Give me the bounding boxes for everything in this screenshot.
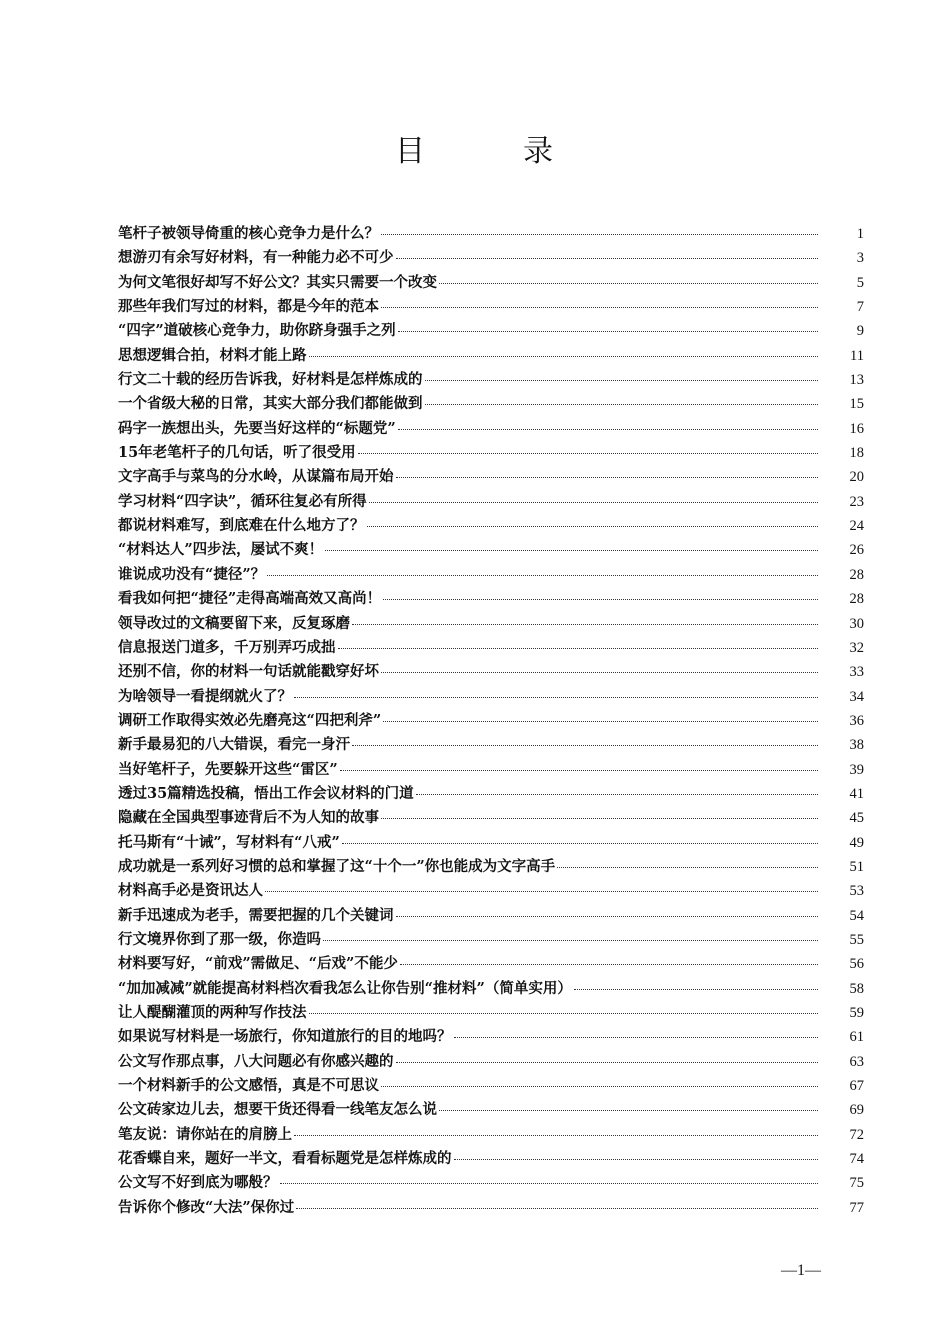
toc-entry xyxy=(118,685,864,709)
toc-entry xyxy=(118,831,864,855)
toc-entry-page-number: 9 xyxy=(856,323,864,340)
toc-entry-title: 码字一族想出头，先要当好这样的“标题党” xyxy=(118,419,396,437)
toc-entry xyxy=(118,392,864,416)
toc-leader-dots xyxy=(381,672,818,673)
toc-entry-title: 托马斯有“十诫”，写材料有“八戒” xyxy=(118,833,340,851)
toc-entry-title: 当好笔杆子，先要躲开这些“雷区” xyxy=(118,760,338,778)
toc-entry xyxy=(118,758,864,782)
toc-entry xyxy=(118,1098,864,1122)
toc-entry-title: 新手迅速成为老手，需要把握的几个关键词 xyxy=(118,906,394,924)
toc-leader-dots xyxy=(396,916,819,917)
toc-leader-dots xyxy=(396,1062,819,1063)
toc-entry-page-number: 58 xyxy=(849,980,864,997)
toc-entry-title: 笔友说：请你站在的肩膀上 xyxy=(118,1125,292,1143)
toc-leader-dots xyxy=(352,624,818,625)
toc-entry-page-number: 77 xyxy=(849,1199,864,1216)
toc-entry-page-number: 3 xyxy=(856,250,864,267)
toc-entry-title: “加加减减”就能提高材料档次看我怎么让你告别“推材料”（简单实用） xyxy=(118,979,572,997)
toc-entry-title: 15年老笔杆子的几句话，听了很受用 xyxy=(118,444,356,462)
toc-entry-title: 一个省级大秘的日常，其实大部分我们都能做到 xyxy=(118,395,423,413)
toc-entry-page-number: 36 xyxy=(849,712,864,729)
toc-entry-page-number: 1 xyxy=(856,226,864,242)
toc-leader-dots xyxy=(454,1037,819,1038)
toc-entry-page-number: 56 xyxy=(849,956,864,973)
toc-entry xyxy=(118,1050,864,1074)
toc-entry-page-number: 18 xyxy=(849,445,864,462)
toc-entry-title: 让人醍醐灌顶的两种写作技法 xyxy=(118,1004,307,1021)
toc-entry-title: 看我如何把“捷径”走得高端高效又高尚！ xyxy=(118,590,382,608)
toc-entry xyxy=(118,904,864,928)
toc-entry xyxy=(118,636,864,660)
toc-entry-title: 行文境界你到了那一级，你造吗 xyxy=(118,930,321,948)
toc-entry-title: 谁说成功没有“捷径”？ xyxy=(118,565,266,583)
toc-leader-dots xyxy=(358,453,818,454)
toc-entry xyxy=(118,465,864,489)
toc-leader-dots xyxy=(383,599,818,600)
toc-entry-page-number: 30 xyxy=(849,615,864,632)
toc-entry-title: 公文砖家边儿去，想要干货还得看一线笔友怎么说 xyxy=(118,1101,437,1119)
toc-entry-page-number: 41 xyxy=(849,785,864,802)
toc-entry-title: 为何文笔很好却写不好公文？其实只需要一个改变 xyxy=(118,273,437,291)
toc-entry-page-number: 49 xyxy=(849,834,864,851)
toc-entry-title: 还别不信，你的材料一句话就能戳穿好坏 xyxy=(118,663,379,681)
toc-leader-dots xyxy=(309,356,819,357)
toc-entry-title: 那些年我们写过的材料，都是今年的范本 xyxy=(118,298,379,316)
toc-entry-page-number: 13 xyxy=(849,372,864,389)
toc-entry-page-number: 20 xyxy=(849,469,864,486)
toc-entry xyxy=(118,977,864,1001)
toc-entry xyxy=(118,879,864,903)
toc-entry-page-number: 5 xyxy=(856,274,864,291)
toc-entry xyxy=(118,612,864,636)
toc-entry-title: 隐藏在全国典型事迹背后不为人知的故事 xyxy=(118,809,379,827)
toc-entry-page-number: 32 xyxy=(849,639,864,656)
toc-entry-page-number: 7 xyxy=(856,299,864,316)
page-number: —1— xyxy=(781,1262,821,1279)
toc-leader-dots xyxy=(574,989,818,990)
toc-entry-title: 为啥领导一看提纲就火了？ xyxy=(118,687,292,705)
toc-entry-title: 如果说写材料是一场旅行，你知道旅行的目的地吗？ xyxy=(118,1028,452,1046)
toc-entry xyxy=(118,782,864,806)
toc-entry-title: 思想逻辑合拍，材料才能上路 xyxy=(118,346,307,364)
toc-entry xyxy=(118,806,864,830)
toc-entry xyxy=(118,344,864,368)
toc-entry xyxy=(118,709,864,733)
toc-entry xyxy=(118,246,864,270)
toc-leader-dots xyxy=(416,794,818,795)
toc-entry-title: 材料要写好，“前戏”需做足、“后戏”不能少 xyxy=(118,955,398,973)
toc-leader-dots xyxy=(425,404,819,405)
toc-leader-dots xyxy=(265,891,818,892)
toc-leader-dots xyxy=(454,1159,819,1160)
toc-entry xyxy=(118,514,864,538)
toc-entry-title: 公文写作那点事，八大问题必有你感兴趣的 xyxy=(118,1052,394,1070)
toc-entry-title: 行文二十载的经历告诉我，好材料是怎样炼成的 xyxy=(118,371,423,389)
toc-entry xyxy=(118,1025,864,1049)
toc-leader-dots xyxy=(557,867,818,868)
toc-entry-page-number: 67 xyxy=(849,1078,864,1095)
toc-leader-dots xyxy=(267,575,818,576)
toc-leader-dots xyxy=(294,697,818,698)
toc-entry xyxy=(118,368,864,392)
toc-entry-title: “材料达人”四步法，屡试不爽！ xyxy=(118,541,324,559)
toc-entry-page-number: 11 xyxy=(850,347,864,364)
toc-entry-page-number: 63 xyxy=(849,1053,864,1070)
toc-entry-page-number: 55 xyxy=(849,931,864,948)
toc-leader-dots xyxy=(381,818,818,819)
toc-entry-title: 信息报送门道多，千万别弄巧成拙 xyxy=(118,638,336,656)
toc-leader-dots xyxy=(398,331,818,332)
toc-entry-page-number: 28 xyxy=(849,566,864,583)
toc-entry-title: 一个材料新手的公文感悟，真是不可思议 xyxy=(118,1077,379,1095)
toc-entry-page-number: 33 xyxy=(849,664,864,681)
toc-entry xyxy=(118,1147,864,1171)
toc-entry xyxy=(118,1171,864,1195)
toc-entry xyxy=(118,538,864,562)
toc-leader-dots xyxy=(383,721,818,722)
toc-entry-title: 材料高手必是资讯达人 xyxy=(118,882,263,900)
toc-entry-title: 透过35篇精选投稿，悟出工作会议材料的门道 xyxy=(118,784,414,802)
table-of-contents xyxy=(118,222,864,1220)
toc-leader-dots xyxy=(396,258,819,259)
toc-entry xyxy=(118,222,864,246)
toc-entry-title: 公文写不好到底为哪般？ xyxy=(118,1174,278,1192)
toc-leader-dots xyxy=(338,648,819,649)
toc-leader-dots xyxy=(439,283,818,284)
toc-entry-page-number: 39 xyxy=(849,761,864,778)
toc-entry xyxy=(118,1196,864,1220)
toc-leader-dots xyxy=(398,429,818,430)
toc-leader-dots xyxy=(294,1135,818,1136)
toc-entry-page-number: 28 xyxy=(849,591,864,608)
toc-entry-page-number: 72 xyxy=(849,1126,864,1143)
toc-leader-dots xyxy=(323,940,818,941)
toc-entry-page-number: 59 xyxy=(849,1005,864,1021)
toc-entry-title: 调研工作取得实效必先磨亮这“四把利斧” xyxy=(118,711,382,729)
toc-entry-page-number: 51 xyxy=(849,858,864,875)
toc-entry xyxy=(118,928,864,952)
toc-entry-page-number: 69 xyxy=(849,1102,864,1119)
toc-leader-dots xyxy=(369,502,818,503)
toc-entry-page-number: 74 xyxy=(849,1151,864,1168)
toc-entry-page-number: 15 xyxy=(849,396,864,413)
toc-leader-dots xyxy=(381,307,818,308)
toc-leader-dots xyxy=(280,1183,819,1184)
toc-entry-title: 成功就是一系列好习惯的总和掌握了这“十个一”你也能成为文字高手 xyxy=(118,857,556,875)
toc-entry xyxy=(118,563,864,587)
toc-entry xyxy=(118,1001,864,1025)
toc-entry-page-number: 38 xyxy=(849,737,864,754)
toc-leader-dots xyxy=(381,1086,818,1087)
toc-leader-dots xyxy=(325,550,818,551)
toc-leader-dots xyxy=(439,1110,818,1111)
toc-entry-title: 告诉你个修改“大法”保你过 xyxy=(118,1198,295,1216)
toc-entry-title: 文字高手与菜鸟的分水岭，从谋篇布局开始 xyxy=(118,468,394,486)
toc-entry-title: 都说材料难写，到底难在什么地方了？ xyxy=(118,517,365,535)
toc-leader-dots xyxy=(367,526,819,527)
toc-entry xyxy=(118,855,864,879)
toc-entry-page-number: 61 xyxy=(849,1029,864,1046)
toc-entry-page-number: 26 xyxy=(849,542,864,559)
toc-entry xyxy=(118,417,864,441)
toc-entry-title: 领导改过的文稿要留下来，反复琢磨 xyxy=(118,614,350,632)
toc-leader-dots xyxy=(340,770,818,771)
toc-entry xyxy=(118,1074,864,1098)
toc-entry xyxy=(118,441,864,465)
toc-entry-page-number: 34 xyxy=(849,688,864,705)
toc-leader-dots xyxy=(396,477,819,478)
toc-entry xyxy=(118,952,864,976)
toc-entry-page-number: 16 xyxy=(849,420,864,437)
page-title: 目 录 xyxy=(395,134,555,169)
toc-entry xyxy=(118,587,864,611)
toc-entry-page-number: 75 xyxy=(849,1175,864,1192)
toc-entry xyxy=(118,295,864,319)
toc-leader-dots xyxy=(400,964,818,965)
toc-entry xyxy=(118,1123,864,1147)
toc-entry-title: 想游刃有余写好材料，有一种能力必不可少 xyxy=(118,249,394,267)
toc-entry-title: 笔杆子被领导倚重的核心竞争力是什么？ xyxy=(118,225,379,242)
toc-entry-page-number: 23 xyxy=(849,493,864,510)
toc-entry xyxy=(118,490,864,514)
toc-entry-title: 学习材料“四字诀”，循环往复必有所得 xyxy=(118,492,367,510)
toc-leader-dots xyxy=(425,380,819,381)
toc-entry-title: 新手最易犯的八大错误，看完一身汗 xyxy=(118,736,350,754)
toc-entry-title: 花香蝶自来，题好一半文，看看标题党是怎样炼成的 xyxy=(118,1150,452,1168)
toc-entry-title: “四字”道破核心竞争力，助你跻身强手之列 xyxy=(118,322,396,340)
toc-entry-page-number: 54 xyxy=(849,907,864,924)
toc-entry-page-number: 53 xyxy=(849,883,864,900)
toc-leader-dots xyxy=(352,745,818,746)
toc-leader-dots xyxy=(381,234,818,235)
toc-leader-dots xyxy=(342,843,818,844)
toc-leader-dots xyxy=(309,1013,819,1014)
toc-entry-page-number: 45 xyxy=(849,810,864,827)
toc-entry xyxy=(118,271,864,295)
toc-entry xyxy=(118,319,864,343)
toc-entry xyxy=(118,733,864,757)
toc-entry xyxy=(118,660,864,684)
toc-leader-dots xyxy=(296,1208,818,1209)
toc-entry-page-number: 24 xyxy=(849,518,864,535)
